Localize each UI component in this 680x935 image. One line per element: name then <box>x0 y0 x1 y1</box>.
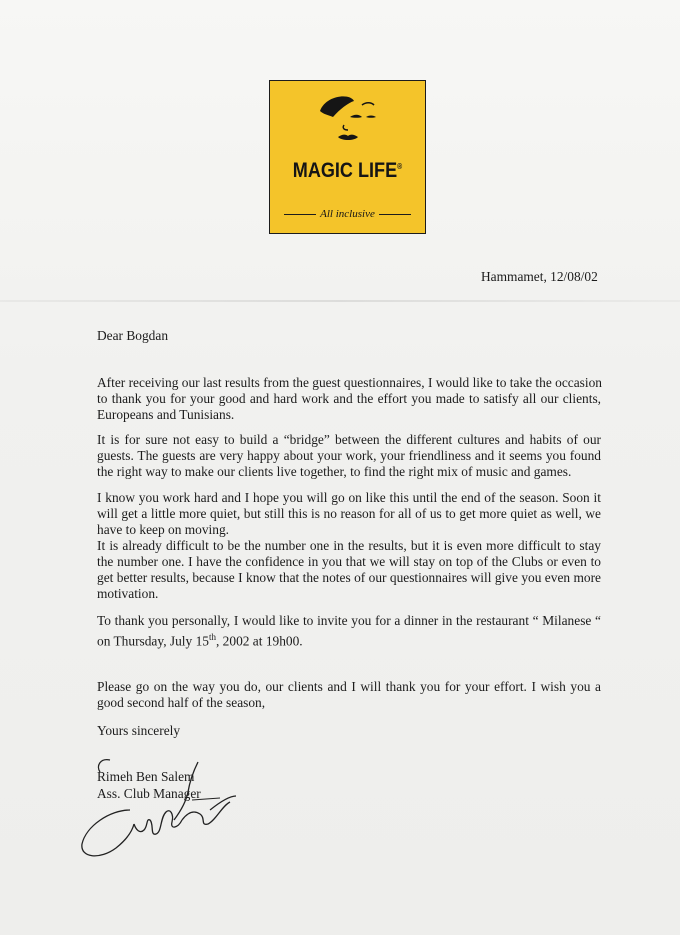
paragraph-line: get better results, because I know that the notes of our questionnaires will give you even more <box>97 570 601 585</box>
paper-fold <box>0 300 680 302</box>
paragraph-3 <box>97 490 601 602</box>
salutation: Dear Bogdan <box>97 328 169 343</box>
paragraph-line: To thank you personally, I would like to invite you for a dinner in the restaurant “ Milanese “ <box>97 613 601 628</box>
handwritten-signature <box>70 740 250 870</box>
paragraph-line: It is for sure not easy to build a “bridge” between the different cultures and habits of our <box>97 432 601 447</box>
closing: Yours sincerely <box>97 723 181 738</box>
paragraph-line: the number one. I have the confidence in you that we will stay on top of the Clubs or even to <box>97 554 601 569</box>
paragraph-line: Please go on the way you do, our clients and I will thank you for your effort. I wish you a <box>97 679 601 694</box>
paragraph-line: I know you work hard and I hope you will go on like this until the end of the season. Soon it <box>97 490 601 505</box>
paragraph-line: guests. The guests are very happy about your work, your friendliness and it seems you found <box>97 448 601 463</box>
tagline-rule-right <box>379 214 411 215</box>
paragraph-line: have to keep on moving. <box>97 522 230 537</box>
magic-life-logo <box>269 80 426 234</box>
tagline-rule-left <box>284 214 316 215</box>
paragraph-5 <box>97 679 601 711</box>
signer-title: Ass. Club Manager <box>97 786 201 801</box>
paragraph-line: good second half of the season, <box>97 695 266 710</box>
paragraph-line: the right way to make our clients live together, to find the right mix of music and games. <box>97 464 572 479</box>
place-date: Hammamet, 12/08/02 <box>481 269 598 284</box>
paragraph-line: It is already difficult to be the number one in the results, but it is even more difficult to stay <box>97 538 601 553</box>
invitation-date-line: on Thursday, July 15th, 2002 at 19h00. <box>97 632 303 649</box>
brand-name: MAGIC LIFE® <box>292 159 403 182</box>
tagline: All inclusive <box>320 208 375 220</box>
paragraph-2 <box>97 432 601 480</box>
paragraph-4 <box>97 613 601 649</box>
signer-name: Rimeh Ben Salem <box>97 769 195 784</box>
paragraph-line: Europeans and Tunisians. <box>97 407 235 422</box>
paragraph-1 <box>97 375 601 423</box>
paragraph-line: will get a little more quiet, but still this is no reason for all of us to get more quiet as well, we <box>97 506 601 521</box>
tagline-row <box>284 208 411 220</box>
paragraph-line: After receiving our last results from the guest questionnaires, I would like to take the occasion <box>97 375 602 390</box>
paragraph-line: motivation. <box>97 586 159 601</box>
paragraph-line: to thank you for your good and hard work and the effort you made to satisfy all our clients, <box>97 391 601 406</box>
